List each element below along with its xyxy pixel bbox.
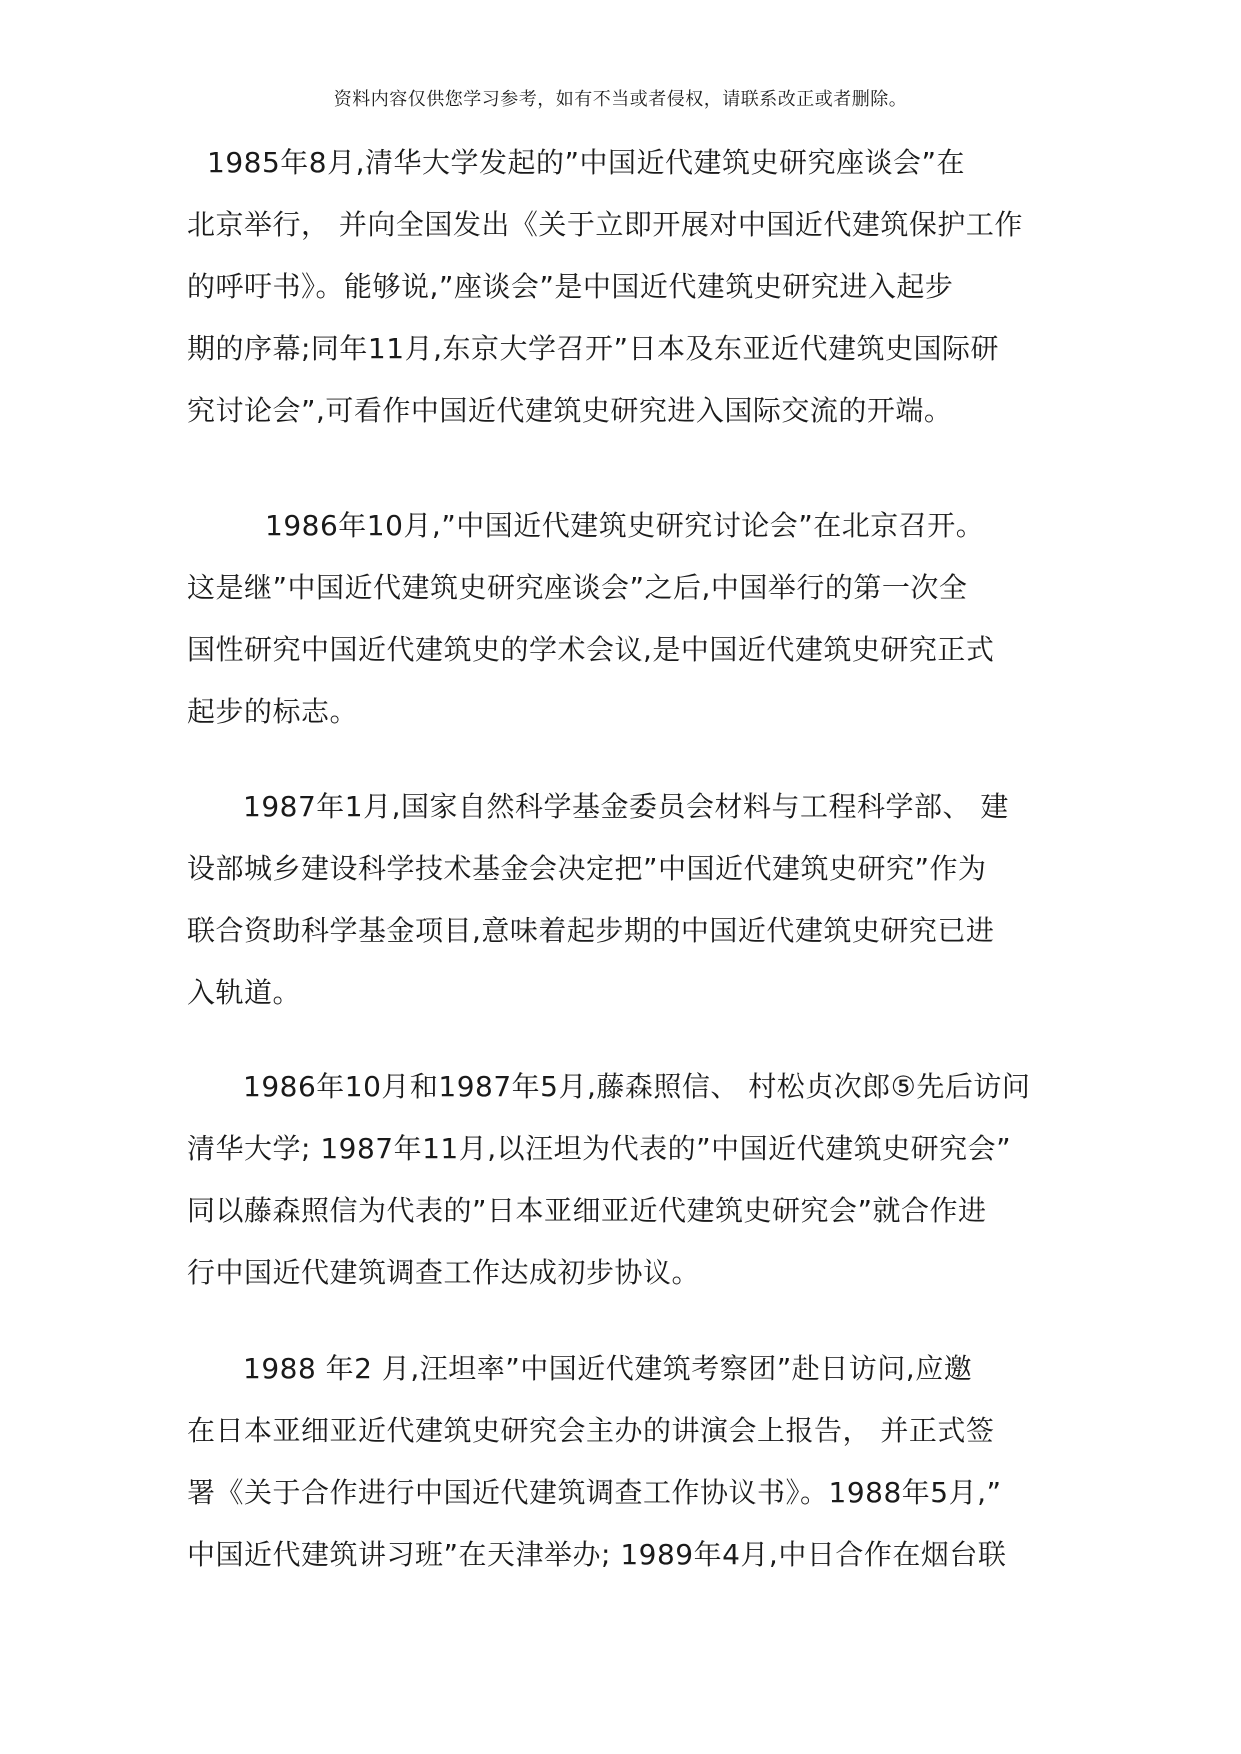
text-line: 中国近代建筑讲习班”在天津举办; 1989年4月,中日合作在烟台联: [187, 1538, 1007, 1571]
paragraph-1986-1987: [187, 1056, 1067, 1304]
text-line: 行中国近代建筑调查工作达成初步协议。: [187, 1256, 701, 1289]
text-line: 1986年10月和1987年5月,藤森照信、 村松贞次郎⑤先后访问: [243, 1070, 1031, 1103]
text-line: 起步的标志。: [187, 695, 359, 728]
paragraph-1988: [187, 1338, 1067, 1586]
text-line: 1985年8月,清华大学发起的”中国近代建筑史研究座谈会”在: [207, 146, 965, 179]
text-line: 设部城乡建设科学技术基金会决定把”中国近代建筑史研究”作为: [187, 852, 987, 885]
text-line: 北京举行， 并向全国发出《关于立即开展对中国近代建筑保护工作: [187, 208, 1023, 241]
text-line: 期的序幕;同年11月,东京大学召开”日本及东亚近代建筑史国际研: [187, 332, 999, 365]
text-line: 同以藤森照信为代表的”日本亚细亚近代建筑史研究会”就合作进: [187, 1194, 987, 1227]
text-line: 1987年1月,国家自然科学基金委员会材料与工程科学部、 建: [243, 790, 1009, 823]
text-line: 国性研究中国近代建筑史的学术会议,是中国近代建筑史研究正式: [187, 633, 995, 666]
text-line: 究讨论会”,可看作中国近代建筑史研究进入国际交流的开端。: [187, 394, 953, 427]
paragraph-1985: [187, 132, 1067, 442]
text-line: 署《关于合作进行中国近代建筑调查工作协议书》。1988年5月,”: [187, 1476, 1002, 1509]
paragraph-1986: [187, 495, 1067, 743]
text-line: 入轨道。: [187, 976, 302, 1009]
text-line: 清华大学; 1987年11月,以汪坦为代表的”中国近代建筑史研究会”: [187, 1132, 1012, 1165]
text-line: 在日本亚细亚近代建筑史研究会主办的讲演会上报告， 并正式签: [187, 1414, 995, 1447]
text-line: 这是继”中国近代建筑史研究座谈会”之后,中国举行的第一次全: [187, 571, 968, 604]
text-line: 1986年10月,”中国近代建筑史研究讨论会”在北京召开。: [265, 509, 985, 542]
text-line: 联合资助科学基金项目,意味着起步期的中国近代建筑史研究已进: [187, 914, 995, 947]
paragraph-1987: [187, 776, 1067, 1024]
text-line: 的呼吁书》。能够说,”座谈会”是中国近代建筑史研究进入起步: [187, 270, 954, 303]
copyright-notice: 资料内容仅供您学习参考，如有不当或者侵权，请联系改正或者删除。: [333, 89, 908, 110]
text-line: 1988 年2 月,汪坦率”中国近代建筑考察团”赴日访问,应邀: [243, 1352, 973, 1385]
